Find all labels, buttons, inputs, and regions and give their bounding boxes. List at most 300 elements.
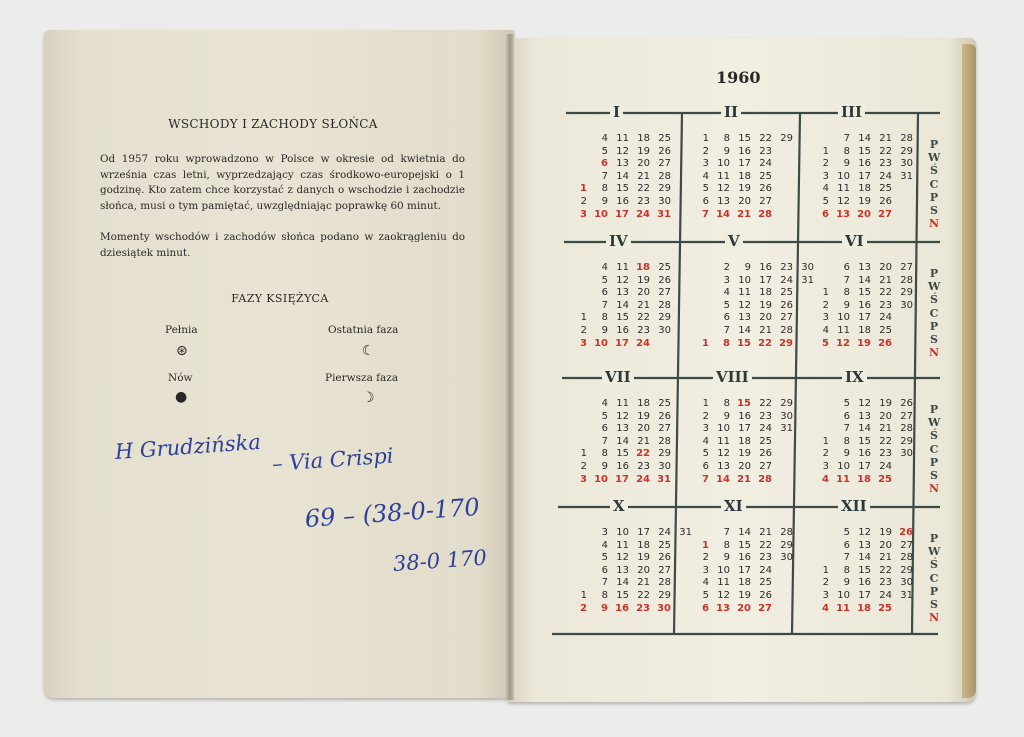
calendar-day: 8	[723, 539, 730, 551]
calendar-day: 4	[822, 325, 829, 336]
calendar-day: 8	[843, 287, 850, 299]
calendar-day: 20	[637, 287, 650, 299]
calendar-day: 10	[594, 337, 608, 349]
calendar-day: 26	[658, 552, 671, 564]
calendar-day: 12	[616, 410, 629, 422]
calendar-day: 4	[601, 262, 608, 273]
calendar-day: 12	[616, 145, 629, 157]
calendar-day: 6	[702, 461, 709, 472]
calendar-day: 3	[601, 527, 608, 538]
calendar-day: 17	[738, 564, 751, 576]
month-label: XII	[838, 498, 870, 514]
calendar-day: 19	[637, 410, 650, 422]
calendar-day: 3	[822, 590, 829, 601]
calendar-day: 12	[858, 527, 871, 538]
calendar-day: 12	[717, 183, 730, 195]
calendar-day: 10	[717, 564, 730, 576]
calendar-day: 23	[637, 325, 650, 336]
calendar-day: 8	[723, 337, 730, 349]
calendar-day: 30	[658, 196, 671, 207]
calendar-day: 31	[657, 208, 671, 220]
calendar-day: 15	[616, 312, 629, 324]
calendar-day: 31	[801, 274, 814, 286]
calendar-day: 4	[601, 398, 608, 409]
calendar-day: 13	[858, 539, 871, 551]
last-quarter-moon-icon: ☾	[362, 343, 375, 359]
calendar-day: 8	[601, 183, 608, 195]
calendar-day: 13	[716, 602, 730, 614]
calendar-day: 11	[836, 602, 850, 614]
calendar-day: 25	[658, 262, 671, 273]
calendar-day: 14	[858, 552, 871, 564]
calendar-day: 13	[858, 410, 871, 422]
month-label: XI	[721, 498, 746, 514]
calendar-day: 8	[723, 133, 730, 144]
calendar-day: 12	[616, 274, 629, 286]
calendar-day: 18	[636, 262, 650, 273]
calendar-day: 26	[759, 448, 772, 460]
calendar-day: 6	[601, 423, 608, 435]
calendar-day: 21	[759, 325, 772, 336]
phase-full-label: Pełnia	[165, 324, 198, 336]
calendar-day: 3	[580, 208, 587, 220]
weekday-letter: N	[928, 346, 940, 360]
calendar-day: 17	[615, 473, 629, 485]
calendar-day: 18	[857, 602, 871, 614]
calendar-day: 15	[858, 435, 871, 447]
calendar-day: 16	[858, 577, 871, 589]
calendar-day: 17	[858, 312, 871, 324]
calendar-day: 29	[900, 564, 913, 576]
weekday-letter: P	[929, 455, 939, 469]
calendar-day: 8	[843, 145, 850, 157]
calendar-day: 14	[616, 435, 629, 447]
calendar-day: 4	[601, 133, 608, 144]
calendar-day: 27	[658, 564, 671, 576]
calendar-day: 20	[879, 539, 892, 551]
calendar-day: 21	[879, 423, 892, 435]
calendar-day: 27	[759, 461, 772, 472]
calendar-day: 21	[637, 577, 650, 589]
calendar-day: 13	[616, 564, 629, 576]
calendar-day: 20	[737, 602, 751, 614]
calendar-day: 4	[822, 602, 829, 614]
weekday-letter: S	[930, 204, 938, 217]
calendar-day: 12	[616, 552, 629, 564]
calendar-day: 6	[601, 564, 608, 576]
calendar-day: 24	[759, 423, 772, 435]
calendar-day: 23	[879, 299, 892, 311]
calendar-day: 21	[637, 435, 650, 447]
calendar-day: 18	[857, 473, 871, 485]
calendar-day: 3	[702, 423, 709, 435]
calendar-day: 15	[616, 448, 629, 460]
calendar-day: 19	[637, 552, 650, 564]
calendar-day: 16	[616, 461, 629, 472]
calendar-day: 15	[738, 539, 751, 551]
calendar-day: 4	[822, 473, 829, 485]
rule-col-1	[674, 113, 682, 634]
month-label: VIII	[713, 369, 752, 385]
calendar-day: 30	[658, 325, 671, 336]
calendar-day: 14	[616, 170, 629, 182]
calendar-day: 19	[879, 398, 892, 409]
calendar-day: 10	[837, 170, 850, 182]
weekday-letter: P	[929, 190, 939, 204]
calendar-day: 24	[879, 170, 892, 182]
calendar-day: 22	[637, 183, 650, 195]
calendar-day: 25	[878, 602, 892, 614]
calendar-day: 30	[658, 461, 671, 472]
calendar-day: 12	[836, 337, 850, 349]
weekday-letter: W	[928, 416, 941, 430]
calendar-day: 5	[723, 299, 730, 311]
calendar-day: 25	[658, 133, 671, 144]
calendar-day: 21	[879, 133, 892, 144]
calendar-day: 20	[738, 196, 751, 207]
calendar-day: 2	[822, 448, 829, 460]
calendar-day: 29	[780, 133, 793, 144]
calendar-day: 22	[759, 133, 772, 144]
calendar-day: 5	[601, 274, 608, 286]
calendar-day: 30	[801, 262, 814, 273]
calendar-day: 19	[738, 183, 751, 195]
calendar-day: 18	[637, 133, 650, 144]
calendar-day: 28	[758, 473, 772, 485]
calendar-day: 26	[658, 410, 671, 422]
calendar-day: 9	[843, 448, 850, 460]
calendar-day: 4	[601, 539, 608, 551]
calendar-day: 20	[738, 461, 751, 472]
weekday-letter: S	[930, 469, 938, 482]
calendar-day: 18	[637, 539, 650, 551]
calendar-day: 14	[858, 133, 871, 144]
calendar-day: 17	[858, 590, 871, 601]
calendar-day: 30	[900, 299, 913, 311]
calendar-day: 11	[616, 539, 629, 551]
calendar-day: 31	[900, 590, 913, 601]
calendar-day: 23	[780, 262, 793, 273]
weekday-letter: S	[930, 598, 938, 611]
calendar-day: 30	[900, 577, 913, 589]
calendar-day: 10	[738, 274, 751, 286]
calendar-day: 26	[900, 398, 913, 409]
calendar-day: 9	[843, 577, 850, 589]
calendar-day: 13	[616, 158, 629, 170]
calendar-day: 13	[738, 312, 751, 324]
calendar-day: 19	[858, 196, 871, 207]
rounding-paragraph: Momenty wschodów i zachodów słońca podano w zaokrągleniu do dziesiątek minut.	[100, 231, 465, 259]
calendar-day: 19	[637, 145, 650, 157]
calendar-year: 1960	[716, 68, 761, 87]
weekday-letter: P	[929, 138, 939, 151]
calendar-day: 3	[822, 170, 829, 182]
calendar-day: 9	[601, 461, 608, 472]
calendar-day: 7	[702, 473, 709, 485]
calendar-day: 6	[601, 287, 608, 299]
calendar-day: 7	[843, 552, 850, 564]
calendar-day: 17	[858, 170, 871, 182]
calendar-day: 22	[636, 448, 650, 460]
calendar-day: 13	[836, 208, 850, 220]
calendar-day: 30	[900, 158, 913, 170]
calendar-day: 17	[615, 337, 629, 349]
calendar-day: 23	[879, 158, 892, 170]
calendar-day: 18	[858, 183, 871, 195]
calendar-day: 20	[857, 208, 871, 220]
calendar-day: 25	[658, 398, 671, 409]
calendar-day: 25	[759, 577, 772, 589]
calendar-day: 9	[601, 325, 608, 336]
calendar-day: 13	[616, 287, 629, 299]
calendar-day: 16	[858, 299, 871, 311]
calendar-day: 29	[780, 539, 793, 551]
calendar-day: 7	[601, 435, 608, 447]
calendar-day: 14	[858, 274, 871, 286]
calendar-day: 9	[723, 552, 730, 564]
calendar-day: 11	[717, 435, 730, 447]
calendar-day: 27	[900, 410, 913, 422]
calendar-day: 23	[759, 410, 772, 422]
calendar-day: 3	[702, 158, 709, 170]
rule-col-2	[792, 113, 800, 634]
calendar-day: 16	[738, 145, 751, 157]
handwritten-number: 69 – (38-0-170	[304, 492, 481, 533]
calendar-day: 6	[702, 196, 709, 207]
calendar-day: 2	[702, 552, 709, 564]
phase-first-quarter-label: Pierwsza faza	[325, 372, 399, 384]
calendar-day: 22	[637, 590, 650, 601]
calendar-day: 20	[879, 410, 892, 422]
calendar-day: 6	[843, 410, 850, 422]
weekday-letter: P	[929, 319, 939, 333]
calendar-day: 8	[723, 398, 730, 409]
calendar-day: 24	[759, 158, 772, 170]
calendar-day: 22	[759, 539, 772, 551]
calendar-day: 17	[615, 208, 629, 220]
calendar-day: 27	[780, 312, 793, 324]
calendar-day: 4	[822, 183, 829, 195]
month-label: II	[721, 104, 741, 120]
weekday-letter: C	[929, 442, 939, 456]
calendar-day: 29	[900, 287, 913, 299]
calendar-day: 20	[759, 312, 772, 324]
calendar-day: 21	[637, 170, 650, 182]
calendar-day: 20	[637, 564, 650, 576]
calendar-day: 2	[702, 410, 709, 422]
calendar-day: 10	[717, 423, 730, 435]
calendar-day: 14	[738, 527, 751, 538]
calendar-day: 14	[716, 208, 730, 220]
calendar-day: 18	[858, 325, 871, 336]
month-label: X	[610, 498, 628, 514]
calendar-day: 16	[858, 158, 871, 170]
weekday-letter: W	[928, 545, 941, 559]
calendar-day: 11	[717, 577, 730, 589]
calendar-day: 29	[658, 183, 671, 195]
calendar-day: 5	[702, 590, 709, 601]
calendar-day: 2	[822, 158, 829, 170]
phase-last-quarter-label: Ostatnia faza	[328, 324, 399, 336]
calendar-day: 25	[780, 287, 793, 299]
calendar-day: 9	[601, 602, 608, 614]
calendar-day: 3	[723, 274, 730, 286]
calendar-day: 12	[738, 299, 751, 311]
calendar-day: 11	[616, 398, 629, 409]
calendar-day: 24	[636, 473, 650, 485]
calendar-day: 7	[843, 133, 850, 144]
calendar-day: 10	[616, 527, 629, 538]
calendar-day: 1	[822, 145, 829, 157]
calendar-day: 6	[601, 158, 608, 170]
weekday-letter: P	[929, 403, 939, 416]
calendar-day: 12	[858, 398, 871, 409]
calendar-day: 17	[738, 423, 751, 435]
calendar-day: 25	[879, 183, 892, 195]
calendar-day: 2	[580, 325, 587, 336]
calendar-day: 3	[822, 461, 829, 472]
calendar-day: 1	[822, 435, 829, 447]
calendar-day: 8	[601, 448, 608, 460]
calendar-day: 9	[723, 410, 730, 422]
calendar-day: 6	[723, 312, 730, 324]
calendar-day: 1	[702, 539, 709, 551]
calendar-day: 18	[738, 577, 751, 589]
calendar-day: 8	[601, 590, 608, 601]
calendar-day: 23	[637, 461, 650, 472]
weekday-letter: P	[929, 267, 939, 280]
calendar-day: 2	[822, 299, 829, 311]
calendar-day: 16	[759, 262, 772, 273]
calendar-day: 5	[822, 196, 829, 207]
calendar-day: 6	[822, 208, 829, 220]
calendar-day: 24	[759, 564, 772, 576]
calendar-day: 24	[780, 274, 793, 286]
calendar-day: 25	[658, 539, 671, 551]
sunrise-heading: WSCHODY I ZACHODY SŁOŃCA	[168, 117, 378, 131]
calendar-day: 5	[601, 552, 608, 564]
calendar-day: 1	[702, 337, 709, 349]
calendar-day: 22	[758, 337, 772, 349]
calendar-day: 19	[738, 448, 751, 460]
full-moon-icon: ⊛	[176, 343, 188, 359]
calendar-day: 23	[636, 602, 650, 614]
calendar-day: 10	[594, 208, 608, 220]
weekday-letter: N	[928, 611, 940, 625]
calendar-day: 6	[702, 602, 709, 614]
calendar-day: 29	[900, 145, 913, 157]
calendar-day: 6	[843, 262, 850, 273]
calendar-day: 1	[822, 287, 829, 299]
calendar-day: 24	[879, 590, 892, 601]
calendar-day: 7	[601, 577, 608, 589]
calendar-day: 16	[858, 448, 871, 460]
calendar-day: 2	[580, 461, 587, 472]
calendar-day: 13	[616, 423, 629, 435]
calendar-day: 29	[658, 312, 671, 324]
calendar-day: 7	[843, 423, 850, 435]
calendar-day: 23	[637, 196, 650, 207]
calendar-day: 24	[636, 337, 650, 349]
calendar-day: 15	[616, 590, 629, 601]
phase-new-label: Nów	[168, 372, 193, 384]
calendar-day: 9	[744, 262, 751, 273]
calendar-day: 1	[580, 448, 587, 460]
calendar-day: 28	[900, 552, 913, 564]
calendar-day: 22	[879, 564, 892, 576]
calendar-day: 29	[779, 337, 793, 349]
calendar-day: 19	[637, 274, 650, 286]
calendar-day: 20	[637, 423, 650, 435]
month-label: IV	[606, 233, 631, 249]
month-label: V	[725, 233, 743, 249]
calendar-day: 2	[723, 262, 730, 273]
calendar-day: 22	[759, 398, 772, 409]
calendar-day: 10	[837, 461, 850, 472]
calendar-day: 27	[900, 262, 913, 273]
calendar-day: 15	[616, 183, 629, 195]
calendar-day: 31	[900, 170, 913, 182]
calendar-day: 27	[758, 602, 772, 614]
calendar-day: 28	[658, 577, 671, 589]
calendar-day: 9	[601, 196, 608, 207]
calendar-day: 14	[716, 473, 730, 485]
calendar-day: 11	[837, 183, 850, 195]
weekday-letter: N	[928, 482, 940, 496]
calendar-day: 16	[738, 552, 751, 564]
calendar-day: 31	[780, 423, 793, 435]
calendar-day: 3	[702, 564, 709, 576]
calendar-day: 7	[702, 208, 709, 220]
calendar-day: 1	[580, 183, 587, 195]
calendar-day: 26	[658, 274, 671, 286]
calendar-day: 31	[657, 473, 671, 485]
calendar-day: 19	[879, 527, 892, 538]
calendar-day: 24	[879, 312, 892, 324]
calendar-day: 15	[858, 287, 871, 299]
calendar-day: 12	[717, 448, 730, 460]
calendar-day: 22	[879, 435, 892, 447]
calendar-day: 16	[616, 325, 629, 336]
calendar-day: 1	[702, 133, 709, 144]
calendar-day: 17	[738, 158, 751, 170]
calendar-day: 13	[717, 196, 730, 207]
calendar-day: 10	[594, 473, 608, 485]
calendar-day: 15	[737, 398, 751, 409]
calendar-day: 26	[658, 145, 671, 157]
calendar-day: 25	[878, 473, 892, 485]
calendar-day: 26	[879, 196, 892, 207]
calendar-day: 14	[616, 299, 629, 311]
calendar-day: 23	[879, 577, 892, 589]
calendar-day: 21	[879, 274, 892, 286]
calendar-day: 11	[738, 287, 751, 299]
calendar-day: 14	[858, 423, 871, 435]
calendar-day: 28	[758, 208, 772, 220]
calendar-day: 5	[601, 145, 608, 157]
calendar-day: 16	[616, 196, 629, 207]
calendar-day: 30	[780, 552, 793, 564]
calendar-day: 28	[900, 274, 913, 286]
calendar-day: 21	[737, 473, 751, 485]
calendar-day: 12	[717, 590, 730, 601]
month-label: I	[610, 104, 623, 120]
month-label: III	[838, 104, 865, 120]
calendar-day: 29	[658, 448, 671, 460]
summer-time-paragraph: Od 1957 roku wprowadzono w Polsce w okresie od kwietnia do września czas letni, wyprzedzający czas środkowo-europejski o 1 godzinę. Kto zatem chce korzystać z danych o wschodzie i zachodzie słońca, musi o tym pamiętać, uwzględniając poprawkę 60 minut.	[100, 153, 465, 212]
calendar-day: 7	[723, 527, 730, 538]
weekday-letter: C	[929, 306, 939, 320]
